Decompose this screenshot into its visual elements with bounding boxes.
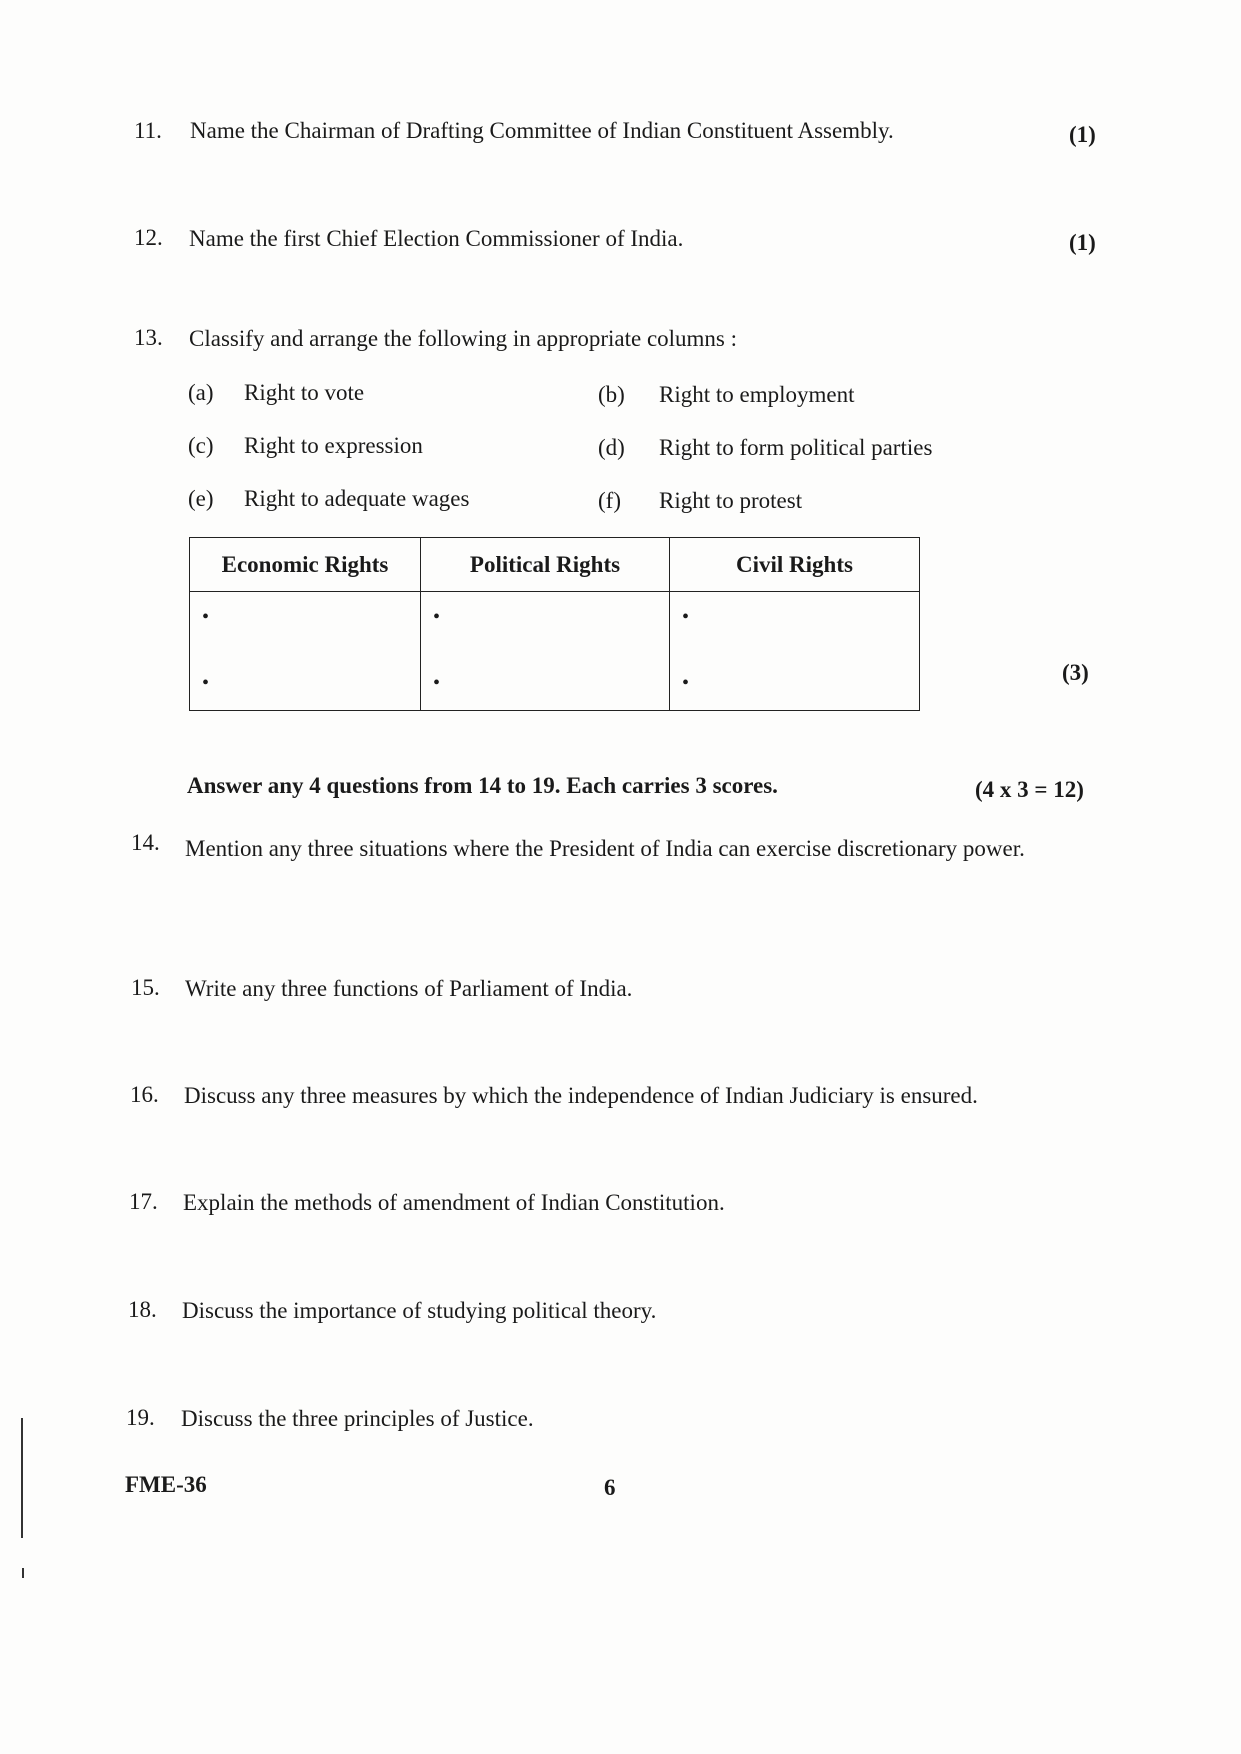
question-text: Classify and arrange the following in appropriate columns :	[189, 326, 738, 351]
option-text: Right to employment	[659, 382, 855, 407]
option-key: (c)	[188, 433, 214, 458]
table-cell	[421, 592, 670, 711]
option-key: (e)	[188, 486, 214, 511]
question-text: Discuss the importance of studying political theory.	[182, 1298, 657, 1323]
section-marks: (4 x 3 = 12)	[975, 777, 1084, 802]
option-key: (b)	[598, 382, 625, 407]
question-number: 11.	[134, 118, 162, 143]
question-text: Write any three functions of Parliament of India.	[185, 976, 633, 1001]
option-text: Right to adequate wages	[244, 486, 470, 511]
question-number: 15.	[131, 975, 160, 1000]
question-number: 18.	[128, 1297, 157, 1322]
option-text: Right to protest	[659, 488, 803, 513]
question-text: Mention any three situations where the President of India can exercise discretionary power.	[185, 836, 1025, 861]
question-marks: (3)	[1062, 660, 1089, 685]
question-text: Discuss any three measures by which the independence of Indian Judiciary is ensured.	[184, 1083, 978, 1108]
option-key: (d)	[598, 435, 625, 460]
bullet: •	[433, 672, 441, 694]
scan-edge-mark	[22, 1568, 24, 1578]
bullet: •	[202, 672, 210, 694]
bullet: •	[202, 606, 210, 628]
column-header: Civil Rights	[670, 538, 920, 592]
page-number: 6	[604, 1475, 616, 1500]
option-text: Right to form political parties	[659, 435, 933, 460]
paper-code: FME-36	[125, 1472, 207, 1497]
table-cell	[190, 592, 421, 711]
bullet: •	[433, 606, 441, 628]
option-key: (f)	[598, 488, 621, 513]
question-number: 17.	[129, 1189, 158, 1214]
question-number: 14.	[131, 830, 160, 855]
scan-edge-mark	[21, 1418, 23, 1538]
question-text: Explain the methods of amendment of Indian Constitution.	[183, 1190, 725, 1215]
question-text: Discuss the three principles of Justice.	[181, 1406, 534, 1431]
question-number: 16.	[130, 1082, 159, 1107]
question-text: Name the first Chief Election Commissioner of India.	[189, 226, 684, 251]
option-text: Right to vote	[244, 380, 365, 405]
question-number: 12.	[134, 225, 163, 250]
bullet: •	[682, 672, 690, 694]
classification-table	[189, 537, 920, 711]
option-key: (a)	[188, 380, 214, 405]
section-instruction: Answer any 4 questions from 14 to 19. Each carries 3 scores.	[187, 773, 778, 798]
question-number: 13.	[134, 325, 163, 350]
table-cell	[670, 592, 920, 711]
column-header: Economic Rights	[190, 538, 421, 592]
question-marks: (1)	[1069, 122, 1096, 147]
column-header: Political Rights	[421, 538, 670, 592]
question-text: Name the Chairman of Drafting Committee of Indian Constituent Assembly.	[190, 118, 894, 143]
bullet: •	[682, 606, 690, 628]
question-number: 19.	[126, 1405, 155, 1430]
question-marks: (1)	[1069, 230, 1096, 255]
option-text: Right to expression	[244, 433, 423, 458]
